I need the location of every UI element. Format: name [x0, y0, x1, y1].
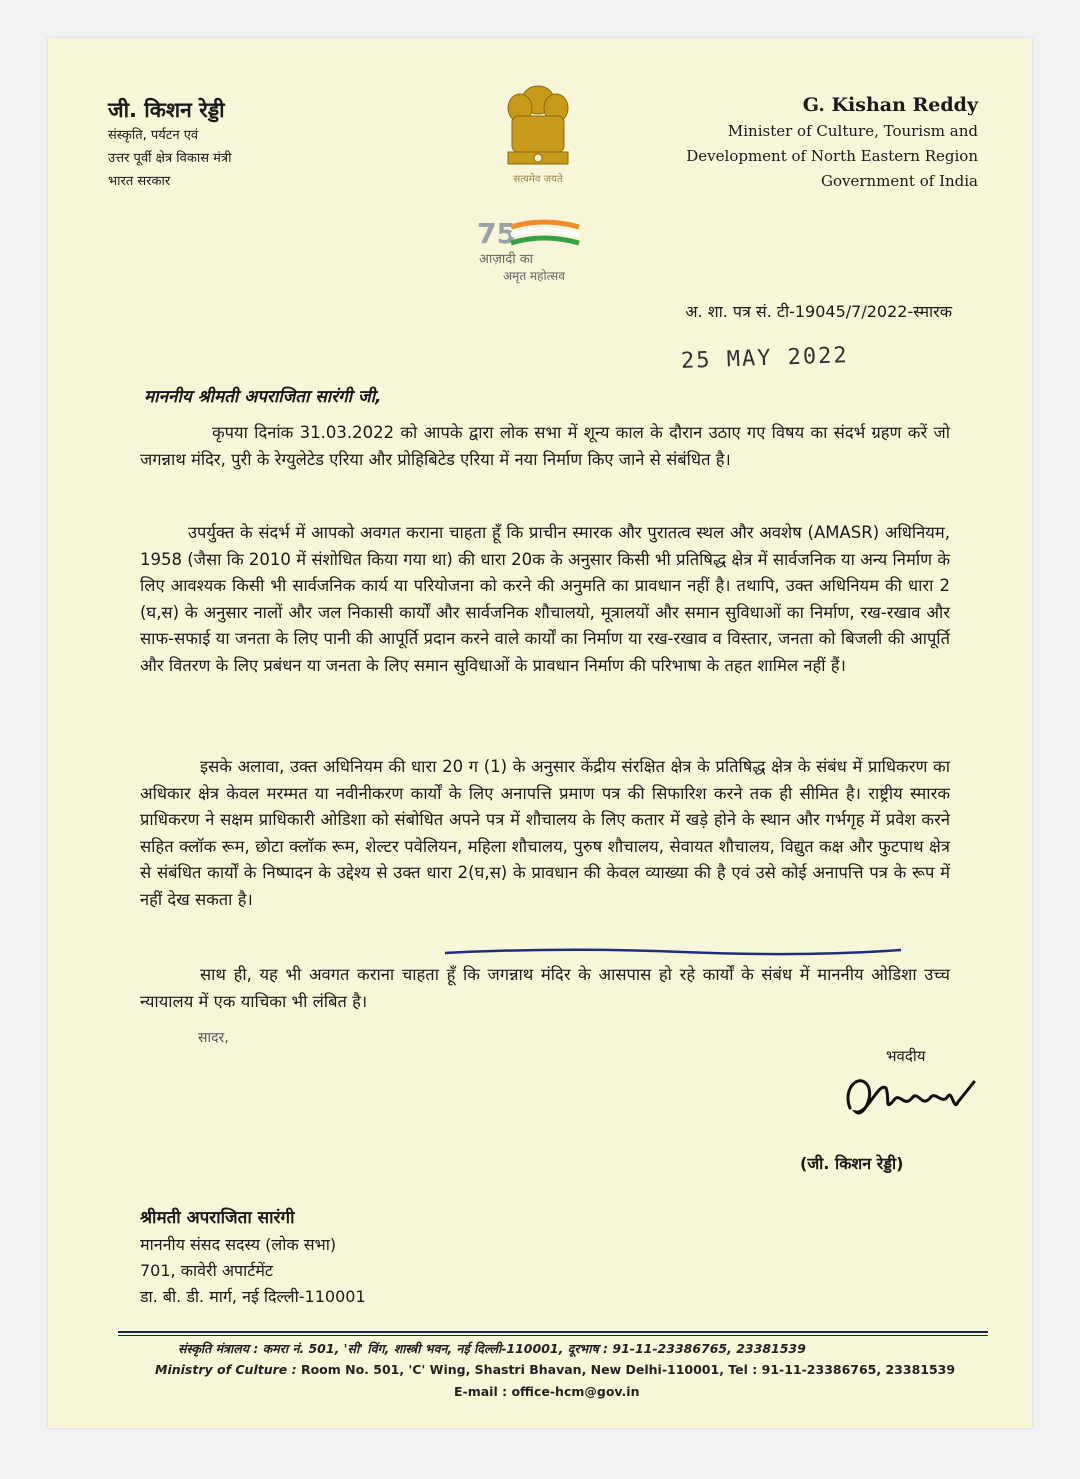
designation-english-2: Development of North Eastern Region: [686, 147, 978, 165]
header-english: [686, 91, 978, 194]
paragraph-1: कृपया दिनांक 31.03.2022 को आपके द्वारा लोक सभा में शून्य काल के दौरान उठाए गए विषय का संदर्भ ग्रहण करें जो जगन्नाथ मंदिर, पुरी के रेग्युलेटेड एरिया और प्रोहिबिटेड एरिया में नया निर्माण किए जाने से संबंधित है।: [140, 423, 950, 469]
government-hindi: भारत सरकार: [108, 174, 171, 189]
date-stamp: 25 MAY 2022: [680, 343, 850, 374]
footer-divider-thin: [118, 1335, 988, 1336]
letter-page: [48, 38, 1032, 1428]
footer-address: Room No. 501, 'C' Wing, Shastri Bhavan, New Delhi-110001, Tel : 91-11-23386765, 23381539: [300, 1362, 956, 1377]
designation-hindi-1: संस्कृति, पर्यटन एवं: [108, 128, 199, 143]
recipient-address: [140, 1204, 366, 1310]
recipient-line-2: 701, कावेरी अपार्टमेंट: [140, 1261, 273, 1280]
handwritten-underline: [443, 945, 903, 959]
header-hindi: [108, 96, 231, 193]
svg-text:सत्यमेव जयते: सत्यमेव जयते: [513, 174, 563, 185]
designation-hindi-2: उत्तर पूर्वी क्षेत्र विकास मंत्री: [108, 151, 232, 166]
reference-number: अ. शा. पत्र सं. टी-19045/7/2022-स्मारक: [685, 302, 952, 321]
recipient-line-1: माननीय संसद सदस्य (लोक सभा): [140, 1235, 337, 1254]
government-english: Government of India: [820, 172, 978, 190]
azadi-line-2: अमृत महोत्सव: [503, 269, 565, 283]
designation-english-1: Minister of Culture, Tourism and: [727, 122, 978, 140]
flag-75-icon: [473, 213, 603, 253]
svg-text:75: 75: [477, 217, 516, 250]
salutation: माननीय श्रीमती अपराजिता सारंगी जी,: [144, 387, 382, 407]
footer-english: [155, 1362, 955, 1377]
azadi-line-1: आज़ादी का: [479, 252, 534, 267]
footer-divider: [118, 1331, 988, 1333]
minister-name-english: G. Kishan Reddy: [802, 94, 978, 116]
azadi-logo: [473, 213, 603, 293]
minister-name-hindi: जी. किशन रेड्डी: [108, 98, 225, 122]
footer-ministry-label: Ministry of Culture :: [155, 1362, 297, 1377]
paragraph-4: साथ ही, यह भी अवगत कराना चाहता हूँ कि जगन्नाथ मंदिर के आसपास हो रहे कार्यों के संबंध में माननीय ओडिशा उच्च न्यायालय में एक याचिका भी लंबित है।: [140, 965, 950, 1011]
national-emblem-icon: [498, 78, 578, 198]
signature-mark: [838, 1068, 978, 1128]
paragraph-3: इसके अलावा, उक्त अधिनियम की धारा 20 ग (1) के अनुसार केंद्रीय संरक्षित क्षेत्र के प्रतिषिद्ध क्षेत्र के संबंध में प्राधिकरण का अधिकार क्षेत्र केवल मरम्मत या नवीनीकरण कार्यों के लिए अनापत्ति प्रमाण पत्र की सिफारिश करने तक ही सीमित है। राष्ट्रीय स्मारक प्राधिकरण ने सक्षम प्राधिकारी ओडिशा को संबोधित अपने पत्र में शौचालय के लिए कतार में खड़े होने के स्थान और गर्भगृह में प्रवेश करने सहित क्लॉक रूम, छोटा क्लॉक रूम, शेल्टर पवेलियन, महिला शौचालय, पुरुष शौचालय, सेवायत शौचालय, विद्युत कक्ष और फुटपाथ क्षेत्र से संबंधित कार्यों के निष्पादन के उद्देश्य से उक्त धारा 2(घ,स) के प्रावधान की केवल व्याख्या की है एवं उसे कोई अनापत्ति पत्र के रूप में नहीं देख सकता है।: [140, 757, 950, 909]
footer-email: E-mail : office-hcm@gov.in: [454, 1384, 640, 1399]
recipient-line-3: डा. बी. डी. मार्ग, नई दिल्ली-110001: [140, 1287, 366, 1306]
footer-hindi: संस्कृति मंत्रालय : कमरा नं. 501, 'सी' विंग, शास्त्री भवन, नई दिल्ली-110001, दूरभाष : 91-11-23386765, 23381539: [178, 1341, 806, 1356]
yours-faithfully: भवदीय: [886, 1047, 926, 1065]
closing: सादर,: [198, 1030, 229, 1046]
signatory-name: (जी. किशन रेड्डी): [800, 1154, 904, 1173]
recipient-name: श्रीमती अपराजिता सारंगी: [140, 1208, 295, 1228]
paragraph-2: उपर्युक्त के संदर्भ में आपको अवगत कराना चाहता हूँ कि प्राचीन स्मारक और पुरातत्व स्थल और अवशेष (AMASR) अधिनियम, 1958 (जैसा कि 2010 में संशोधित किया गया था) की धारा 20क के अनुसार किसी भी प्रतिषिद्ध क्षेत्र में सार्वजनिक या अन्य निर्माण के लिए आवश्यक किसी भी सार्वजनिक कार्य या परियोजना को करने की अनुमति का प्रावधान नहीं है। तथापि, उक्त अधिनियम की धारा 2 (घ,स) के अनुसार नालों और जल निकासी कार्यों और सार्वजनिक शौचालयो, मूत्रालयों और समान सुविधाओं का निर्माण, रख-रखाव और साफ-सफाई या जनता के लिए पानी की आपूर्ति प्रदान करने वाले कार्यों का निर्माण या रख-रखाव व विस्तार, जनता को बिजली की आपूर्ति और वितरण के लिए प्रबंधन या जनता के लिए समान सुविधाओं के प्रावधान निर्माण की परिभाषा के तहत शामिल नहीं हैं।: [140, 523, 950, 675]
